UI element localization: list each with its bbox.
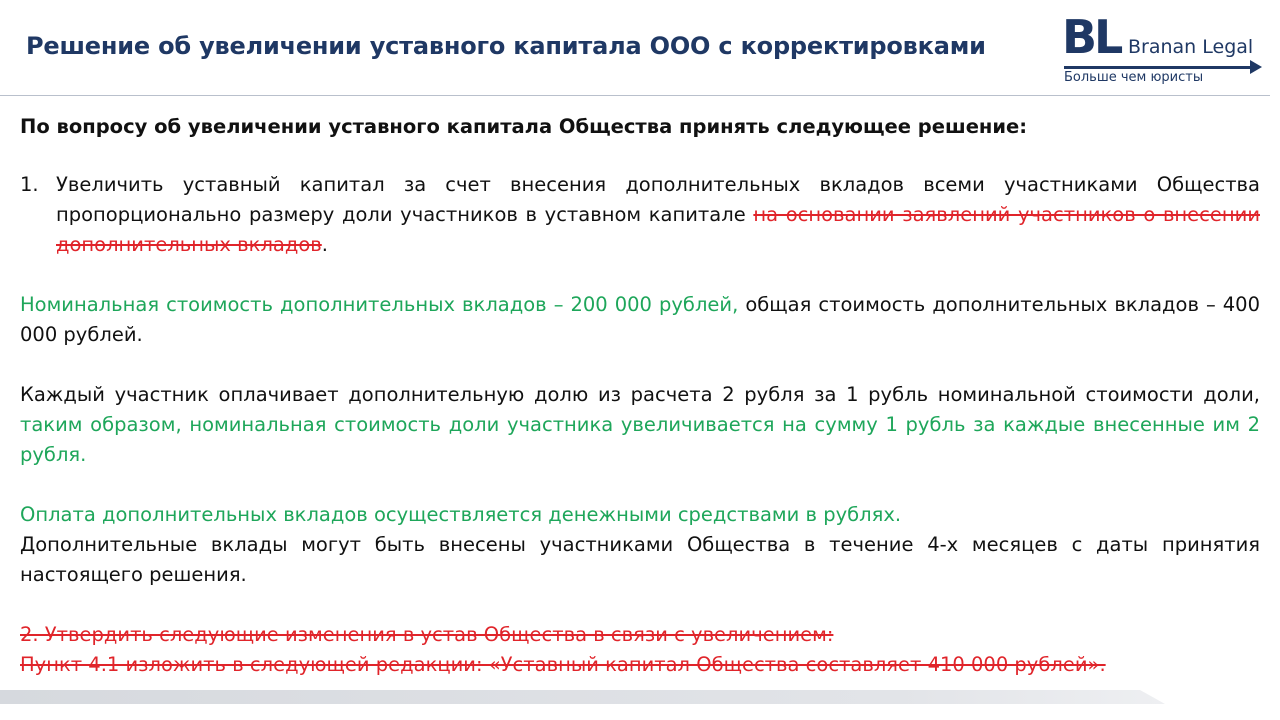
payment-term-paragraph: Дополнительные вклады могут быть внесены участниками Общества в течение 4-х месяцев с даты принятия настоящего решения. <box>20 533 1260 586</box>
logo-name: Branan Legal <box>1128 36 1254 58</box>
item-number: 1. <box>20 173 39 196</box>
header-divider <box>0 95 1270 96</box>
cash-payment-paragraph: Оплата дополнительных вкладов осуществляется денежными средствами в рублях. <box>20 503 902 526</box>
struck-item-2-line1: 2. Утвердить следующие изменения в устав Общества в связи с увеличением: <box>20 623 834 646</box>
nominal-value-green: Номинальная стоимость дополнительных вкладов – 200 000 рублей, <box>20 293 739 316</box>
logo-mark: BL <box>1062 10 1121 64</box>
logo-underline <box>1064 66 1258 69</box>
payment-ratio-paragraph <box>20 380 1260 470</box>
payment-ratio-plain: Каждый участник оплачивает дополнительную долю из расчета 2 рубля за 1 рубль номинальной стоимости доли, <box>20 383 1260 406</box>
decision-item-1 <box>20 170 1260 260</box>
item-1-end: . <box>321 233 328 256</box>
branan-legal-logo <box>1062 10 1272 90</box>
item-1-struck-text: на основании заявлений участников о внесении дополнительных вкладов <box>56 203 1260 256</box>
logo-tagline: Больше чем юристы <box>1064 70 1204 85</box>
slide-title: Решение об увеличении уставного капитала ООО с корректировками <box>26 32 986 60</box>
payment-ratio-green: таким образом, номинальная стоимость доли участника увеличивается на сумму 1 рубль за каждые внесенные им 2 рубля. <box>20 413 1260 466</box>
nominal-value-paragraph <box>20 290 1260 350</box>
struck-item-2-line2: Пункт 4.1 изложить в следующей редакции: «Уставный капитал Общества составляет 410 000 рублей». <box>20 653 1106 676</box>
nominal-value-rest: общая стоимость дополнительных вкладов – 400 000 рублей. <box>20 293 1260 346</box>
logo-arrow-icon <box>1250 60 1262 74</box>
decision-body <box>20 112 1260 680</box>
footer-bar <box>0 690 1280 704</box>
item-1-text: Увеличить уставный капитал за счет внесения дополнительных вкладов всеми участниками Общества пропорционально размеру доли участников в уставном капитале <box>56 173 1260 226</box>
decision-heading: По вопросу об увеличении уставного капитала Общества принять следующее решение: <box>20 115 1028 138</box>
struck-item-2 <box>20 620 1260 680</box>
